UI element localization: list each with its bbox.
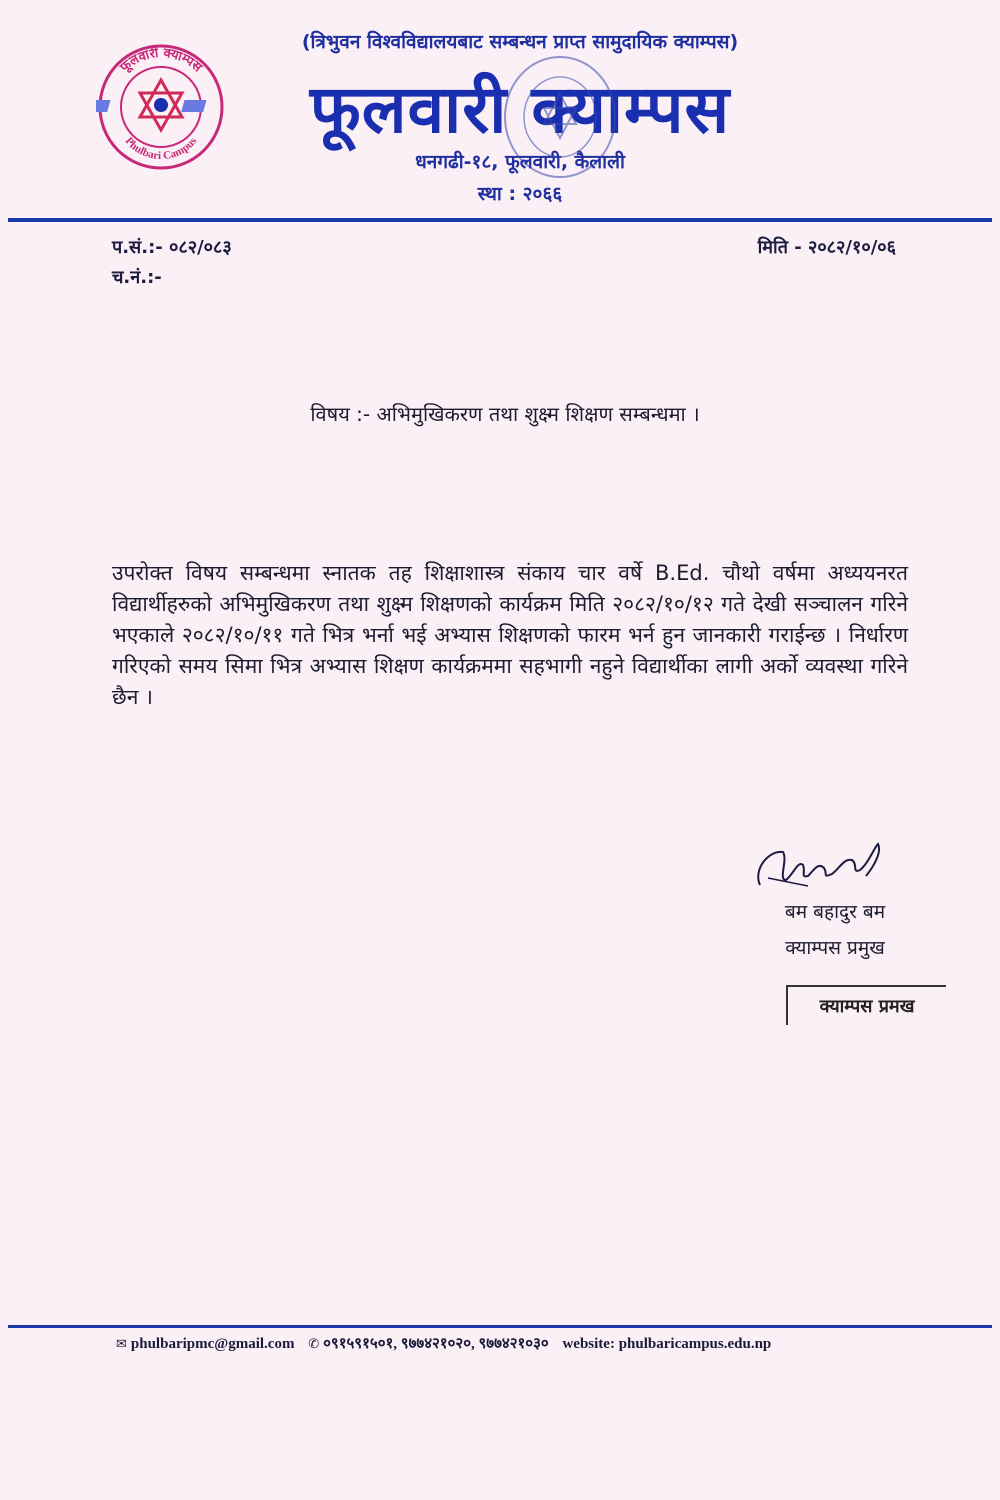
footer-divider	[8, 1325, 992, 1328]
header-divider	[8, 218, 992, 222]
established-year: स्था : २०६६	[477, 183, 563, 205]
svg-text:फूलवारी क्याम्पस	[117, 45, 206, 76]
handwritten-signature-icon	[748, 830, 888, 900]
footer-phones: ०९१५९१५०१, ९७७४२१०२०, ९७७४२१०३०	[323, 1336, 549, 1352]
reference-number: प.सं.:- ०८२/०८३	[112, 237, 232, 258]
signatory-title: क्याम्पस प्रमुख	[785, 937, 885, 959]
letter-date: मिति - २०८२/१०/०६	[757, 237, 896, 258]
letter-body: उपरोक्त विषय सम्बन्धमा स्नातक तह शिक्षाशास्त्र संकाय चार वर्षे B.Ed. चौथो वर्षमा अध्ययनरत विद्यार्थीहरुको अभिमुखिकरण तथा शुक्ष्म शिक्षणको कार्यक्रम मिति २०८२/१०/१२ गते देखी सञ्चालन गरिने भएकाले २०८२/१०/११ गते भित्र भर्ना भई अभ्यास शिक्षणको फारम भर्न हुन जानकारी गराईन्छ । निर्धारण गरिएको समय सिमा भित्र अभ्यास शिक्षण कार्यक्रममा सहभागी नहुने विद्यार्थीका लागी अर्को व्यवस्था गरिने छैन ।	[112, 561, 908, 709]
affiliation-line: (त्रिभुवन विश्वविद्यालयबाट सम्बन्धन प्राप्त सामुदायिक क्याम्पस)	[301, 31, 739, 53]
letter-subject: विषय :- अभिमुखिकरण तथा शुक्ष्म शिक्षण सम्बन्धमा ।	[310, 402, 700, 426]
round-stamp-icon	[500, 52, 620, 182]
footer-contact	[116, 1333, 916, 1353]
footer-email: phulbaripmc@gmail.com	[130, 1336, 295, 1352]
phone-icon: ✆	[308, 1337, 320, 1352]
footer-website: website: phulbaricampus.edu.np	[562, 1336, 772, 1352]
email-icon: ✉	[116, 1337, 127, 1352]
campus-logo-icon	[96, 42, 226, 172]
campus-address: धनगढी-१८, फूलवारी, कैलाली	[415, 151, 625, 173]
designation-stamp: क्याम्पस प्रमख	[786, 985, 946, 1025]
campus-name: फूलवारी क्याम्पस	[309, 71, 731, 148]
logo-text-top: फूलवारी क्याम्पस	[117, 45, 205, 76]
logo-text-bottom: Phulbari Campus	[122, 135, 200, 163]
svg-text:Phulbari Campus	[123, 135, 200, 162]
signatory-name: बम बहादुर बम	[784, 901, 886, 923]
dispatch-number: च.नं.:-	[112, 267, 162, 288]
